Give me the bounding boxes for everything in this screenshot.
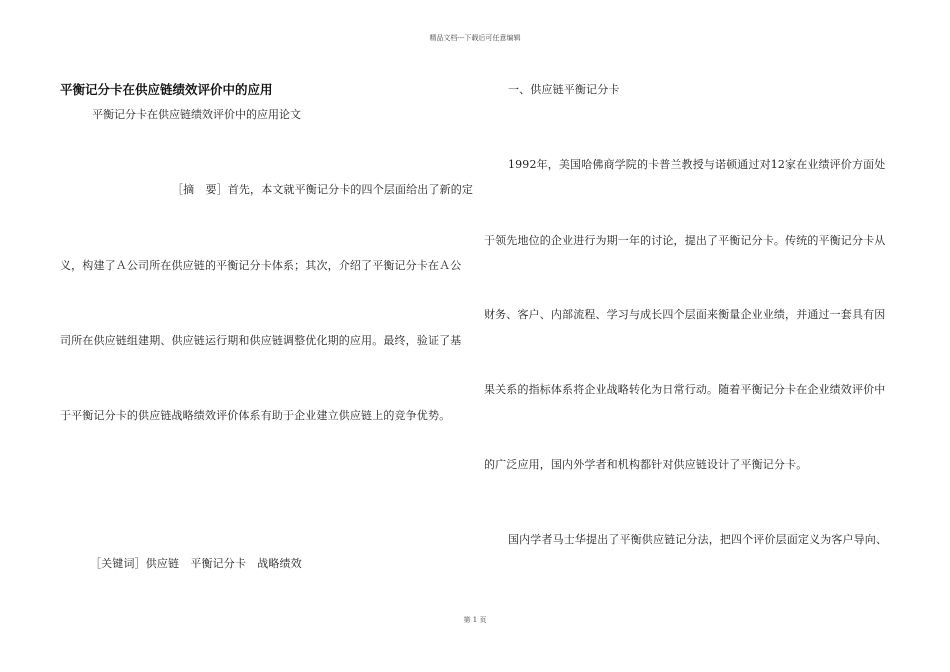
- abstract-line: 司所在供应链组建期、供应链运行期和供应链调整优化期的应用。最终，验证了基: [60, 334, 462, 347]
- abstract-line: ［摘 要］首先，本文就平衡记分卡的四个层面给出了新的定: [172, 183, 474, 196]
- section-heading: 一、供应链平衡记分卡: [508, 83, 620, 96]
- paragraph-line: 1992年，美国哈佛商学院的卡普兰教授与诺顿通过对12家在业绩评价方面处: [508, 158, 886, 171]
- abstract-line: 义，构建了Ａ公司所在供应链的平衡记分卡体系；其次，介绍了平衡记分卡在Ａ公: [60, 259, 462, 272]
- abstract-line: 于平衡记分卡的供应链战略绩效评价体系有助于企业建立供应链上的竞争优势。: [60, 409, 451, 422]
- paragraph-line: 果关系的指标体系将企业战略转化为日常行动。随着平衡记分卡在企业绩效评价中: [484, 383, 886, 396]
- document-title: 平衡记分卡在供应链绩效评价中的应用: [60, 82, 273, 97]
- paragraph-line: 财务、客户、内部流程、学习与成长四个层面来衡量企业业绩，并通过一套具有因: [484, 308, 886, 321]
- keywords-line: ［关键词］供应链 平衡记分卡 战略绩效: [90, 557, 302, 570]
- document-subtitle: 平衡记分卡在供应链绩效评价中的应用论文: [92, 108, 301, 121]
- paragraph-line: 国内学者马士华提出了平衡供应链记分法，把四个评价层面定义为客户导向、: [508, 533, 888, 546]
- page-header: 精品文档---下载后可任意编辑: [429, 34, 521, 42]
- paragraph-line: 的广泛应用，国内外学者和机构都针对供应链设计了平衡记分卡。: [484, 458, 808, 471]
- page-number: 第 1 页: [463, 616, 487, 624]
- paragraph-line: 于领先地位的企业进行为期一年的讨论，提出了平衡记分卡。传统的平衡记分卡从: [484, 234, 886, 247]
